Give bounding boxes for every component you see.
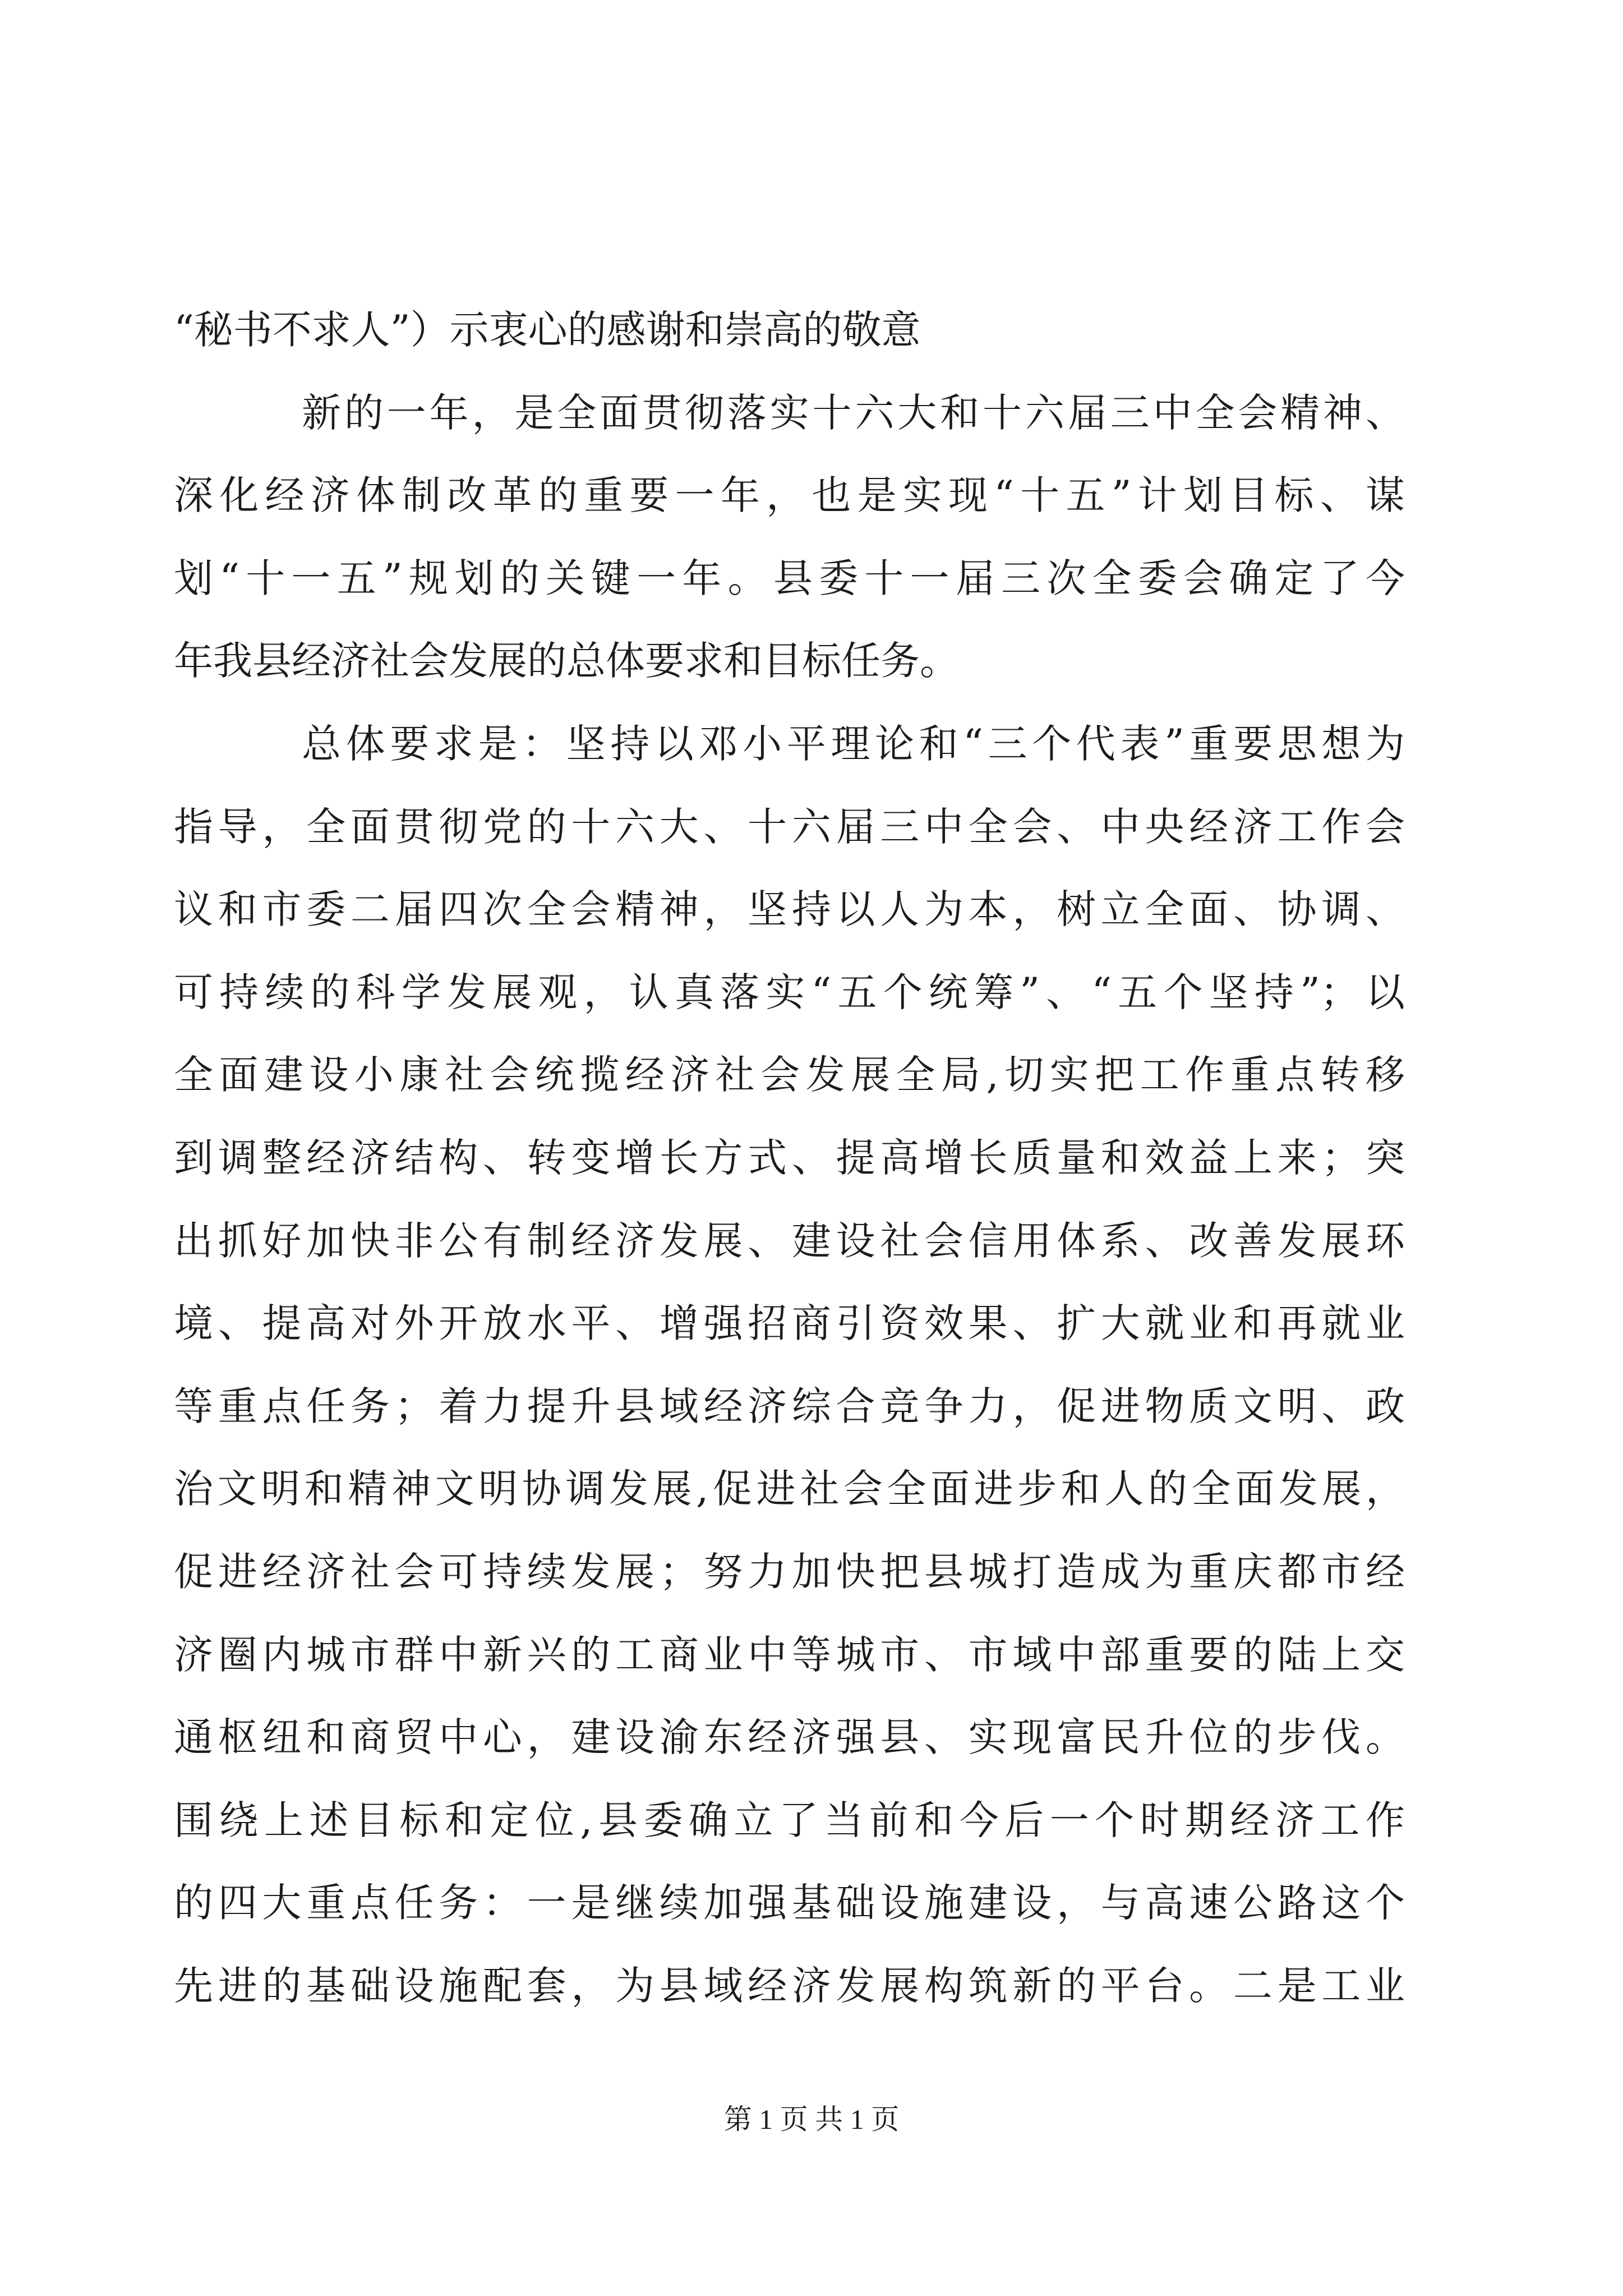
body-text-line: “秘书不求人”）示衷心的感谢和崇高的敬意 xyxy=(174,307,921,353)
body-text-line: 通枢纽和商贸中心，建设渝东经济强县、实现富民升位的步伐。 xyxy=(174,1714,1405,1761)
body-text-line: 出抓好加快非公有制经济发展、建设社会信用体系、改善发展环 xyxy=(174,1217,1405,1264)
body-text-line: 等重点任务；着力提升县域经济综合竞争力，促进物质文明、政 xyxy=(174,1383,1405,1429)
body-text-line: 议和市委二届四次全会精神，坚持以人为本，树立全面、协调、 xyxy=(174,886,1405,933)
body-text-line: 深化经济体制改革的重要一年，也是实现“十五”计划目标、谋 xyxy=(174,472,1405,519)
body-text xyxy=(174,289,1405,2027)
body-text-line: 围绕上述目标和定位,县委确立了当前和今后一个时期经济工作 xyxy=(174,1797,1405,1843)
body-text-line: 治文明和精神文明协调发展,促进社会全面进步和人的全面发展， xyxy=(174,1466,1405,1512)
body-text-line: 的四大重点任务：一是继续加强基础设施建设，与高速公路这个 xyxy=(174,1880,1405,1926)
body-text-line: 到调整经济结构、转变增长方式、提高增长质量和效益上来；突 xyxy=(174,1134,1405,1181)
paragraph-first-line: 新的一年，是全面贯彻落实十六大和十六届三中全会精神、 xyxy=(302,389,1405,436)
body-text-line: 全面建设小康社会统揽经济社会发展全局,切实把工作重点转移 xyxy=(174,1052,1405,1098)
body-text-line: 可持续的科学发展观，认真落实“五个统筹”、“五个坚持”；以 xyxy=(174,969,1405,1015)
body-text-line: 济圈内城市群中新兴的工商业中等城市、市域中部重要的陆上交 xyxy=(174,1631,1405,1678)
body-text-line: 先进的基础设施配套，为县域经济发展构筑新的平台。二是工业 xyxy=(174,1962,1405,2009)
page-number-footer: 第 1 页 共 1 页 xyxy=(723,2104,900,2135)
body-text-line: 促进经济社会可持续发展；努力加快把县城打造成为重庆都市经 xyxy=(174,1548,1405,1595)
paragraph-first-line: 总体要求是：坚持以邓小平理论和“三个代表”重要思想为 xyxy=(302,720,1405,767)
body-text-line: 境、提高对外开放水平、增强招商引资效果、扩大就业和再就业 xyxy=(174,1300,1405,1347)
body-text-line: 指导，全面贯彻党的十六大、十六届三中全会、中央经济工作会 xyxy=(174,803,1405,850)
body-text-line: 年我县经济社会发展的总体要求和目标任务。 xyxy=(174,638,959,684)
body-text-line: 划“十一五”规划的关键一年。县委十一届三次全委会确定了今 xyxy=(174,555,1405,601)
